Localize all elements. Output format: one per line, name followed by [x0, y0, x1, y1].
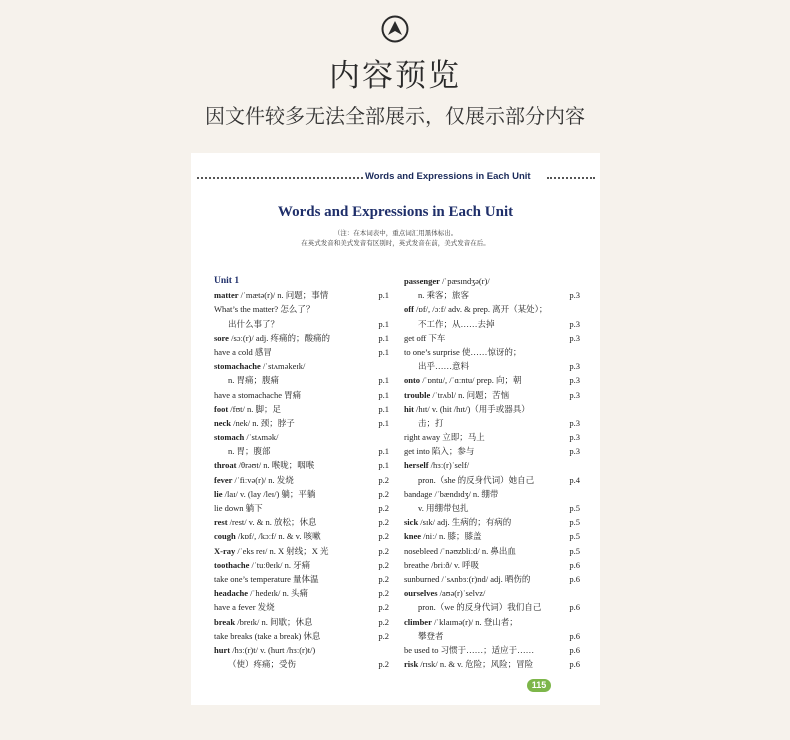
entry-text: [404, 390, 509, 400]
entry-headword: risk: [404, 659, 419, 670]
entry-text: [214, 347, 272, 357]
entry-page-ref: p.2: [378, 488, 389, 499]
entry-headword: onto: [404, 375, 421, 386]
entry-text: [214, 460, 314, 470]
entry-page-ref: p.3: [569, 375, 580, 386]
entry-text: [404, 560, 479, 570]
entry-text: [404, 517, 511, 527]
vocab-entry: [404, 402, 580, 416]
entry-page-ref: p.2: [378, 559, 389, 570]
entry-page-ref: p.1: [378, 389, 389, 400]
entry-page-ref: p.6: [569, 644, 580, 655]
entry-text: [214, 319, 279, 329]
entry-headword: knee: [404, 531, 421, 542]
vocab-entry: [404, 331, 580, 345]
entry-headword: off: [404, 304, 414, 315]
entry-page-ref: p.2: [378, 602, 389, 613]
vocab-entry: [404, 501, 580, 515]
entry-page-ref: p.1: [378, 446, 389, 457]
entry-definition: /rɪsk/ n. & v. 危险；风险；冒险: [418, 659, 534, 670]
entry-page-ref: p.2: [378, 573, 389, 584]
vocab-entry: [404, 529, 580, 543]
entry-page-ref: p.5: [569, 545, 580, 556]
vocab-entry: [404, 359, 580, 373]
entry-page-ref: p.3: [569, 446, 580, 457]
entry-definition: /ˈfiːvə(r)/ n. 发烧: [232, 474, 294, 485]
entry-text: [404, 659, 533, 669]
unit-heading: [214, 274, 389, 288]
entry-page-ref: p.2: [378, 503, 389, 513]
entry-page-ref: p.3: [569, 432, 580, 443]
entry-definition: get into 陷入；参与: [404, 446, 475, 457]
entry-headword: sick: [404, 517, 419, 528]
vocab-entry: [214, 373, 389, 387]
entry-text: [214, 432, 278, 442]
entry-definition: pron.（she 的反身代词）她自己: [418, 474, 535, 485]
entry-page-ref: p.6: [569, 559, 580, 570]
entry-headword: trouble: [404, 389, 431, 400]
vocab-entry: [404, 458, 580, 472]
vocab-entry: [214, 529, 389, 543]
entry-text: [404, 290, 469, 300]
entry-text: [404, 574, 530, 584]
entry-page-ref: p.6: [569, 630, 580, 641]
page-title: Words and Expressions in Each Unit: [277, 204, 514, 220]
entry-page-ref: p.1: [378, 290, 389, 301]
entry-definition: have a cold 感冒: [214, 346, 272, 357]
vocab-entry: [404, 473, 580, 487]
entry-page-ref: p.3: [569, 318, 580, 329]
entry-definition: n. 乘客；旅客: [418, 290, 470, 301]
entry-text: [404, 304, 547, 314]
entry-definition: 不工作；从……去掉: [418, 318, 495, 329]
vocab-entry: [214, 586, 389, 600]
entry-text: [404, 460, 469, 470]
vocab-entry: [404, 572, 580, 586]
upward-arrow-circle-icon: [380, 14, 410, 44]
entry-definition: /ˈɒntu/, /ˈɑːntu/ prep. 向；朝: [420, 375, 522, 386]
entry-definition: /hɜː(r)t/ v. (hurt /hɜː(r)t/): [230, 644, 316, 655]
vocab-entry: [404, 600, 580, 614]
entry-page-ref: p.2: [378, 474, 389, 485]
vocab-entry: [214, 402, 389, 416]
vocab-entry: [404, 430, 580, 444]
running-header: [191, 171, 600, 185]
vocab-entry: [214, 600, 389, 614]
entry-definition: bandage /ˈbændɪdʒ/ n. 绷带: [404, 488, 499, 499]
note-line-1: （注：在本词表中，重点词汇用黑体标出。: [333, 229, 458, 237]
entry-text: [214, 418, 295, 428]
vocab-entry: [214, 302, 389, 316]
running-header-text: Words and Expressions in Each Unit: [365, 171, 531, 182]
entry-page-ref: p.5: [569, 503, 580, 513]
left-column: [214, 274, 389, 671]
entry-headword: rest: [214, 517, 228, 528]
entry-text: [214, 588, 308, 598]
entry-definition: /ˈstʌmək/: [244, 432, 279, 443]
vocab-entry: [404, 444, 580, 458]
entry-definition: （使）疼痛；受伤: [228, 659, 297, 670]
entry-headword: break: [214, 616, 236, 627]
entry-headword: matter: [214, 290, 239, 301]
entry-page-ref: p.2: [378, 659, 389, 670]
entry-page-ref: p.3: [569, 417, 580, 428]
entry-page-ref: p.1: [378, 403, 389, 414]
entry-text: [214, 375, 279, 385]
entry-page-ref: p.2: [378, 588, 389, 599]
entry-definition: /ˈtrʌbl/ n. 问题；苦恼: [430, 389, 510, 400]
entry-headword: herself: [404, 460, 429, 471]
vocab-entry: [214, 487, 389, 501]
vocab-entry: [214, 501, 389, 515]
entry-page-ref: p.6: [569, 602, 580, 613]
entry-definition: breathe /briːð/ v. 呼吸: [404, 559, 479, 570]
entry-headword: headache: [214, 588, 248, 599]
entry-text: [214, 546, 329, 556]
entry-text: [214, 446, 271, 456]
entry-page-ref: p.4: [569, 474, 580, 485]
vocab-entry: [214, 458, 389, 472]
entry-text: [404, 432, 485, 442]
vocab-entry: [214, 416, 389, 430]
entry-definition: v. 用绷带包扎: [418, 503, 469, 513]
entry-page-ref: p.2: [378, 517, 389, 528]
entry-text: [404, 319, 495, 329]
entry-definition: /sɔː(r)/ adj. 疼痛的；酸痛的: [228, 332, 330, 343]
vocab-entry: [404, 302, 580, 316]
entry-page-ref: p.3: [569, 361, 580, 372]
entry-definition: be used to 习惯于……；适应于……: [404, 644, 535, 655]
entry-definition: have a fever 发烧: [214, 602, 275, 613]
entry-page-ref: p.1: [378, 318, 389, 329]
vocab-entry: [214, 615, 389, 629]
vocab-entry: [404, 345, 580, 359]
entry-definition: 击；打: [418, 417, 444, 428]
entry-text: [214, 574, 319, 584]
entry-headword: fever: [214, 474, 233, 485]
entry-definition: get off 下车: [404, 332, 446, 343]
entry-text: [404, 588, 485, 598]
entry-definition: have a stomachache 胃痛: [214, 389, 302, 400]
entry-text: [214, 645, 315, 655]
entry-definition: /kɒf/, /kɔːf/ n. & v. 咳嗽: [235, 531, 321, 542]
vocab-entry: [404, 586, 580, 600]
entry-text: [404, 418, 444, 428]
entry-page-ref: p.3: [569, 290, 580, 301]
entry-headword: lie: [214, 488, 223, 499]
preview-subtitle: 因文件较多无法全部展示，仅展示部分内容: [205, 104, 585, 128]
vocab-entry: [404, 544, 580, 558]
entry-text: [214, 361, 305, 371]
entry-definition: n. 胃痛；腹痛: [228, 375, 280, 386]
entry-headword: hit: [404, 403, 414, 414]
entry-page-ref: p.1: [378, 332, 389, 343]
vocab-entry: [214, 643, 389, 657]
entry-page-ref: p.1: [378, 460, 389, 471]
vocab-entry: [404, 558, 580, 572]
entry-page-ref: p.1: [378, 375, 389, 386]
entry-headword: sore: [214, 332, 229, 343]
vocab-entry: [404, 629, 580, 643]
entry-definition: What’s the matter? 怎么了？: [214, 304, 315, 315]
entry-text: [404, 602, 541, 612]
entry-page-ref: p.3: [569, 332, 580, 343]
entry-text: [404, 361, 469, 371]
entry-definition: /nek/ n. 颈；脖子: [231, 417, 295, 428]
entry-definition: /ˈhedeɪk/ n. 头痛: [248, 588, 308, 599]
vocab-entry: [214, 572, 389, 586]
entry-definition: /θrəʊt/ n. 喉咙；咽喉: [236, 460, 315, 471]
entry-headword: ourselves: [404, 588, 438, 599]
entry-definition: 出乎……意料: [418, 361, 470, 372]
vocab-entry: [404, 388, 580, 402]
vocab-entry: [214, 629, 389, 643]
vocab-entry: [214, 331, 389, 345]
entry-text: [404, 347, 521, 357]
entry-definition: /ˈpæsɪndʒə(r)/: [439, 276, 490, 286]
vocab-entry: [214, 388, 389, 402]
entry-headword: stomach: [214, 432, 245, 443]
entry-text: [214, 560, 310, 570]
entry-text: [404, 546, 516, 556]
entry-text: [404, 475, 534, 485]
entry-text: [214, 475, 294, 485]
vocab-entry: [214, 515, 389, 529]
entry-text: [214, 602, 275, 612]
entry-text: [404, 446, 474, 456]
entry-text: [214, 617, 313, 627]
vocab-entry: [404, 288, 580, 302]
entry-definition: pron.（we 的反身代词）我们自己: [418, 602, 542, 613]
vocab-entry: [214, 558, 389, 572]
entry-text: [404, 503, 468, 513]
entry-page-ref: p.6: [569, 573, 580, 584]
entry-definition: take one’s temperature 量体温: [214, 573, 319, 584]
entry-text: [404, 489, 498, 499]
entry-definition: /ˈstʌməkeɪk/: [260, 361, 306, 372]
entry-text: [404, 333, 445, 343]
vocab-entry: [214, 444, 389, 458]
vocab-entry: [404, 274, 580, 288]
entry-definition: to one’s surprise 使……惊讶的；: [404, 346, 522, 357]
entry-text: [214, 517, 316, 527]
entry-page-ref: p.5: [569, 517, 580, 528]
entry-headword: Unit 1: [214, 276, 240, 286]
entry-definition: /hɜː(r)ˈself/: [428, 460, 470, 471]
entry-text: [214, 390, 301, 400]
entry-text: [214, 659, 296, 669]
entry-text: [214, 276, 239, 286]
entry-definition: /aʊə(r)ˈselvz/: [437, 588, 486, 599]
entry-definition: /laɪ/ v. (lay /leɪ/) 躺；平躺: [222, 488, 316, 499]
entry-definition: /ˈklaɪmə(r)/ n. 登山者；: [431, 616, 518, 627]
entry-definition: /hɪt/ v. (hit /hɪt/)（用手或器具）: [413, 403, 530, 414]
vocab-entry: [404, 515, 580, 529]
entry-text: [404, 631, 444, 641]
entry-text: [404, 617, 518, 627]
dotted-rule-right: [547, 177, 595, 179]
vocab-entry: [214, 657, 389, 671]
entry-headword: passenger: [404, 276, 440, 286]
entry-definition: /fʊt/ n. 脚；足: [228, 403, 282, 414]
entry-definition: take breaks (take a break) 休息: [214, 630, 321, 641]
note-line-2: 在英式发音和美式发音有区别时，英式发音在前，美式发音在后。: [301, 239, 490, 247]
entry-text: [214, 503, 263, 513]
entry-definition: nosebleed /ˈnəʊzbliːd/ n. 鼻出血: [404, 545, 516, 556]
entry-text: [404, 645, 534, 655]
entry-definition: /rest/ v. & n. 放松；休息: [227, 517, 317, 528]
entry-text: [214, 333, 330, 343]
entry-headword: throat: [214, 460, 237, 471]
entry-headword: toothache: [214, 559, 250, 570]
entry-page-ref: p.1: [378, 417, 389, 428]
vocab-entry: [214, 430, 389, 444]
entry-definition: /ˈtuːθeɪk/ n. 牙痛: [249, 559, 311, 570]
entry-text: [214, 304, 314, 314]
vocab-entry: [214, 288, 389, 302]
entry-headword: cough: [214, 531, 236, 542]
entry-page-ref: p.2: [378, 531, 389, 542]
document-page: [191, 153, 600, 705]
dotted-rule-left: [197, 177, 363, 179]
vocab-entry: [404, 657, 580, 671]
entry-definition: /breɪk/ n. 间歇；休息: [235, 616, 313, 627]
entry-headword: stomachache: [214, 361, 261, 372]
entry-text: [404, 531, 481, 541]
entry-headword: hurt: [214, 644, 231, 655]
vocab-entry: [214, 345, 389, 359]
entry-definition: 出什么事了？: [228, 318, 280, 329]
entry-page-ref: p.2: [378, 630, 389, 641]
entry-definition: /niː/ n. 膝；膝盖: [421, 531, 482, 542]
preview-title: 内容预览: [329, 58, 461, 94]
entry-text: [404, 404, 530, 414]
entry-text: [214, 489, 315, 499]
vocab-entry: [214, 544, 389, 558]
vocab-entry: [404, 615, 580, 629]
entry-definition: lie down 躺下: [214, 503, 263, 513]
entry-page-ref: p.2: [378, 616, 389, 627]
entry-headword: foot: [214, 403, 229, 414]
entry-definition: /ˈeks reɪ/ n. X 射线；X 光: [235, 545, 329, 556]
entry-headword: climber: [404, 616, 432, 627]
entry-definition: /sɪk/ adj. 生病的；有病的: [418, 517, 512, 528]
vocab-entry: [404, 416, 580, 430]
entry-definition: /ɒf/, /ɔːf/ adv. & prep. 离开（某处）；: [413, 304, 548, 315]
entry-page-ref: p.1: [378, 346, 389, 357]
vocab-entry: [404, 373, 580, 387]
entry-definition: /ˈmætə(r)/ n. 问题；事情: [238, 290, 329, 301]
vocab-entry: [214, 473, 389, 487]
entry-text: [214, 290, 328, 300]
entry-page-ref: p.2: [378, 545, 389, 556]
entry-headword: X-ray: [214, 545, 236, 556]
vocab-entry: [404, 487, 580, 501]
entry-text: [404, 375, 522, 385]
entry-page-ref: p.5: [569, 531, 580, 542]
vocab-entry: [214, 359, 389, 373]
vocab-entry: [404, 643, 580, 657]
entry-page-ref: p.6: [569, 659, 580, 670]
entry-text: [214, 404, 281, 414]
entry-headword: neck: [214, 417, 231, 428]
vocab-entry: [404, 317, 580, 331]
entry-definition: 攀登者: [418, 630, 444, 641]
entry-definition: n. 胃；腹部: [228, 446, 271, 457]
entry-text: [214, 531, 321, 541]
page-number-badge: 115: [527, 679, 551, 692]
entry-definition: right away 立即；马上: [404, 432, 485, 443]
entry-definition: sunburned /ˈsʌnbɜː(r)nd/ adj. 晒伤的: [404, 573, 531, 584]
entry-text: [404, 276, 490, 286]
right-column: [404, 274, 580, 671]
entry-page-ref: p.3: [569, 389, 580, 400]
vocab-entry: [214, 317, 389, 331]
entry-text: [214, 631, 320, 641]
